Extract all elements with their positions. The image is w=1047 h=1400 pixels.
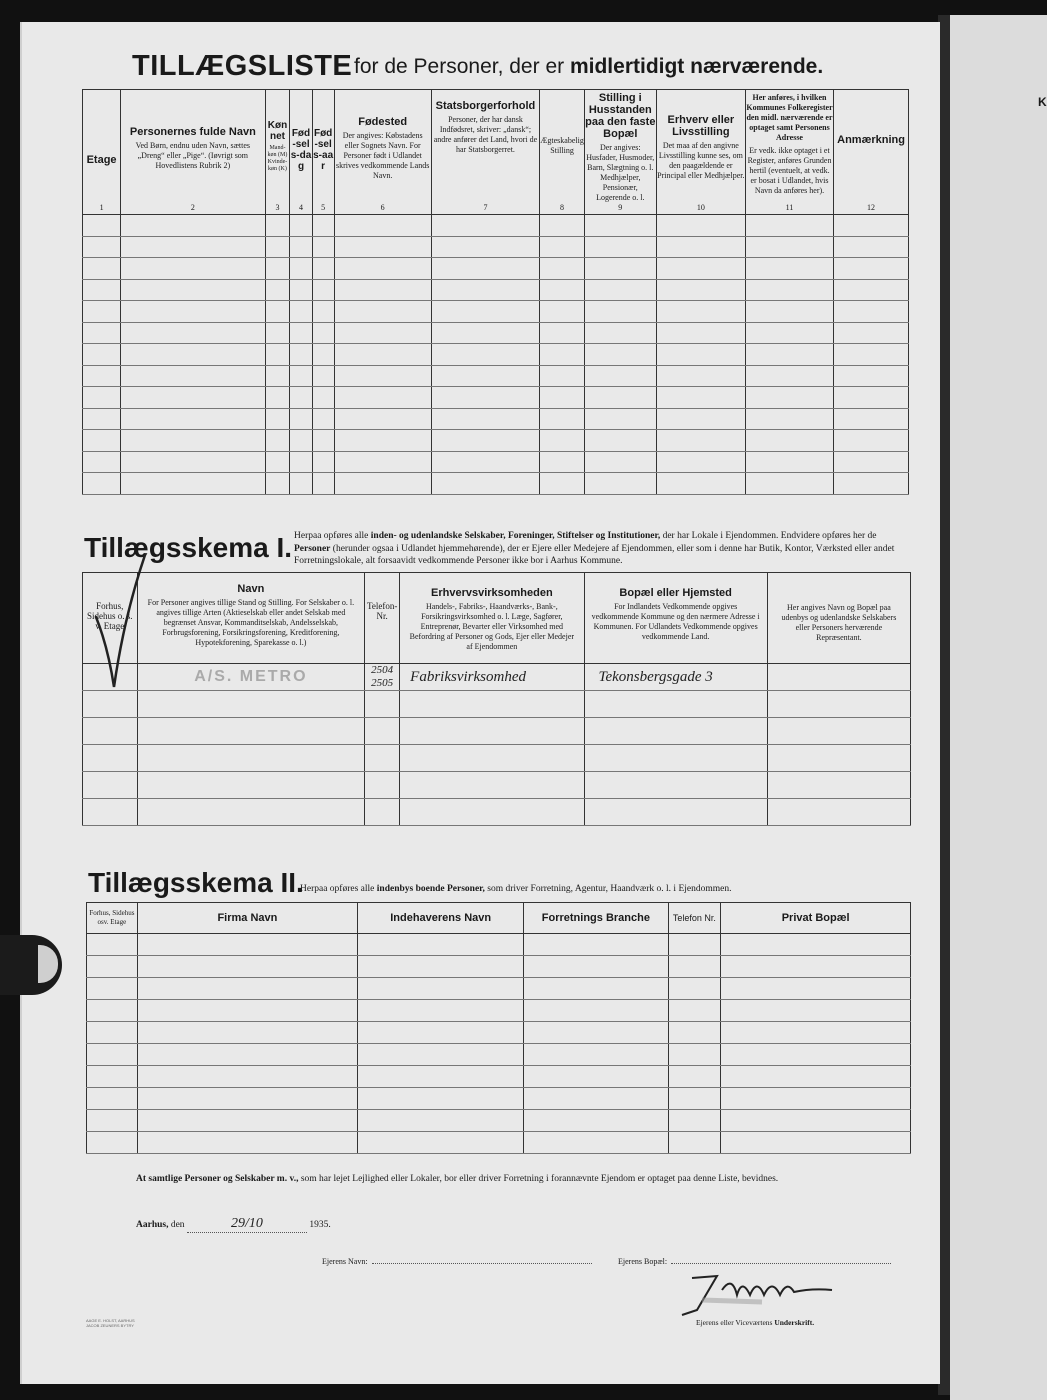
main-list-row: [83, 387, 909, 409]
skema1-col-telefon: Telefon-Nr.: [365, 573, 400, 664]
main-list-row: [83, 279, 909, 301]
skema2-title: Tillægsskema II.: [88, 867, 304, 898]
skema2-row: [87, 1044, 911, 1066]
signature-scribble: [662, 1270, 852, 1320]
skema1-col-bopael: Bopæl eller Hjemsted For Indlandets Vedkommende opgives vedkommende Kommune og den nærmere Adresse i Kommunen. For Udlandets Vedkommende opgives vedkommende Land.: [584, 573, 767, 664]
telefon-1: 2504: [371, 664, 394, 676]
main-subtitle-for: for de Personer, der er: [354, 55, 565, 78]
skema2-table: [86, 902, 911, 1154]
skema2-row: [87, 978, 911, 1000]
owner-address-line: Ejerens Bopæl:: [618, 1257, 891, 1266]
skema1-entry-navn: [137, 664, 365, 691]
main-list-row: [83, 322, 909, 344]
city: Aarhus,: [136, 1220, 169, 1230]
skema1-title: Tillægsskema I.: [84, 532, 293, 563]
year: 1935.: [309, 1220, 331, 1230]
skema2-row: [87, 956, 911, 978]
skema1-table: [82, 572, 911, 826]
attestation-statement: At samtlige Personer og Selskaber m. v., som har lejet Lejlighed eller Lokaler, bor eller driver Forretning i forannævnte Ejendom er optaget paa denne Liste, bevidnes.: [136, 1174, 779, 1184]
skema1-row: [83, 745, 911, 772]
den-label: den: [170, 1220, 185, 1230]
skema1-row: [83, 691, 911, 718]
main-list-row: [83, 215, 909, 237]
main-list-row: [83, 473, 909, 495]
binder-clip: [0, 935, 62, 995]
col-aegteskab: Ægteskabelig Stilling 8: [540, 90, 585, 215]
col-folkeregister: Her anføres, i hvilken Kommunes Folkeregister den midl. nærværende er optaget samt Personens Adresse Er vedk. ikke optaget i et Register, anføres Grunden hertil (eventuelt, at vedk. er bosat i Udlandet, hvis Navn da anføres her). 11: [745, 90, 833, 215]
date-field: [187, 1216, 307, 1233]
skema1-intro: Herpaa opføres alle inden- og udenlandske Selskaber, Foreninger, Stiftelser og Institutioner, der har Lokale i Ejendommen. Endvidere opføres her de Personer (herunder ogsaa i Udlandet hjemmehørende), der er Ejere eller Medejere af Ejendommen, eller som i denne har Butik, Kontor, Værksted eller andet Forretningslokale, alt forsaavidt vedkommende Personer ikke bor i Aarhus Kommune.: [294, 531, 895, 566]
main-list-row: [83, 365, 909, 387]
col-fodselsdag: Fød-sels-dag 4: [290, 90, 312, 215]
skema2-header-row: [87, 903, 911, 934]
col-navn: Personernes fulde Navn Ved Børn, endnu uden Navn, sættes „Dreng“ eller „Pige“. (Iøvrigt som Hovedlistens Rubrik 2) 2: [121, 90, 265, 215]
telefon-2: 2505: [371, 677, 394, 689]
skema2-col-firma: Firma Navn: [137, 903, 357, 934]
skema2-row: [87, 1110, 911, 1132]
col-anmaerkning: Anmærkning 12: [834, 90, 909, 215]
skema2-intro: Herpaa opføres alle indenbys boende Personer, som driver Forretning, Agentur, Haandværk o. l. i Ejendommen.: [300, 884, 732, 894]
skema1-header-row: [83, 573, 911, 664]
skema2-col-etage: Forhus, Sidehus osv. Etage: [87, 903, 138, 934]
skema1-col-etage: Forhus, Sidehus o. s. v. Etage: [83, 573, 138, 664]
form-page: [20, 22, 940, 1384]
skema1-entry-telefon: [365, 664, 400, 691]
main-subtitle-bold: midlertidigt nærværende.: [569, 55, 824, 78]
main-list-row: [83, 258, 909, 280]
skema1-entry-row: [83, 664, 911, 691]
main-list-table: [82, 89, 909, 495]
skema1-entry-repraesentant: [767, 664, 910, 691]
main-list-row: [83, 408, 909, 430]
skema2-row: [87, 934, 911, 956]
signature-caption: Ejerens eller Viceværtens Underskrift.: [696, 1318, 815, 1327]
col-etage: Etage 1: [83, 90, 121, 215]
main-list-row: [83, 430, 909, 452]
main-list-header-row: [83, 90, 909, 215]
skema1-entry-erhverv: Fabriksvirksomhed: [400, 664, 584, 691]
col-fodested: Fødested Der angives: Købstadens eller Sognets Navn. For Personer født i Udlandet skrives vedkommende Lands Navn. 6: [334, 90, 431, 215]
adjacent-page-letter: K: [1038, 95, 1047, 109]
main-list-row: [83, 301, 909, 323]
skema2-col-telefon: Telefon Nr.: [668, 903, 721, 934]
adjacent-page: [950, 15, 1047, 1400]
skema1-row: [83, 799, 911, 826]
skema2-row: [87, 1000, 911, 1022]
skema2-row: [87, 1066, 911, 1088]
skema1-col-navn: Navn For Personer angives tillige Stand og Stilling. For Selskaber o. l. angives tillige Arten (Aktieselskab eller andet Selskab med begrænset Ansvar, Kommanditselskab, Andelsselskab, Forbrugsforening, Forsikringsforening, Kreditforening, Hypotekforening, Sparekasse o. l.): [137, 573, 365, 664]
col-erhverv: Erhverv eller Livsstilling Det maa af den angivne Livsstilling kunne ses, om den paagældende er Principal eller Medhjælper. 10: [656, 90, 745, 215]
date-handwritten: 29/10: [230, 1216, 263, 1231]
skema2-col-branche: Forretnings Branche: [524, 903, 668, 934]
skema2-row: [87, 1022, 911, 1044]
main-list-row: [83, 236, 909, 258]
main-list-row: [83, 344, 909, 366]
skema1-row: [83, 718, 911, 745]
date-line: [136, 1216, 331, 1233]
col-kon: Kønnet Mand-køn (M) Kvinde-køn (K) 3: [265, 90, 290, 215]
skema2-col-indehaver: Indehaverens Navn: [358, 903, 524, 934]
skema1-row: [83, 772, 911, 799]
company-stamp: A/S. METRO: [194, 668, 308, 685]
col-stilling: Stilling i Husstanden paa den faste Bopæl Der angives: Husfader, Husmoder, Barn, Slægtning o. l. Medhjælper, Pensionær, Logerende o. l. 9: [584, 90, 656, 215]
skema2-col-bopael: Privat Bopæl: [721, 903, 911, 934]
printer-mark: AAGE E. HOLST, AARHUS JACOB ZEUNERS BYTRY: [86, 1318, 135, 1328]
main-subtitle: [354, 55, 823, 79]
skema1-col-erhverv: Erhvervsvirksomheden Handels-, Fabriks-, Haandværks-, Bank-, Forsikringsvirksomhed o. l. Læge, Sagfører, Entreprenør, Bevarter eller Virksomhed med Befordring af Personer og Gods, Ejer eller Medejer af Ejendommen: [400, 573, 584, 664]
skema1-entry-bopael: Tekonsbergsgade 3: [584, 664, 767, 691]
owner-name-line: Ejerens Navn:: [322, 1257, 592, 1266]
skema2-row: [87, 1088, 911, 1110]
col-fodselsaar: Fød-sels-aar 5: [312, 90, 334, 215]
main-list-row: [83, 451, 909, 473]
skema2-row: [87, 1132, 911, 1154]
main-title: TILLÆGSLISTE: [132, 50, 353, 82]
check-mark-icon: [90, 547, 150, 697]
skema1-col-repraesentant: Her angives Navn og Bopæl paa udenbys og udenlandske Selskabers eller Personers herværende Repræsentant.: [767, 573, 910, 664]
col-statsborger: Statsborgerforhold Personer, der har dansk Indfødsret, skriver: „dansk“; andre anfører det Land, hvori de har Statsborgerret. 7: [431, 90, 540, 215]
